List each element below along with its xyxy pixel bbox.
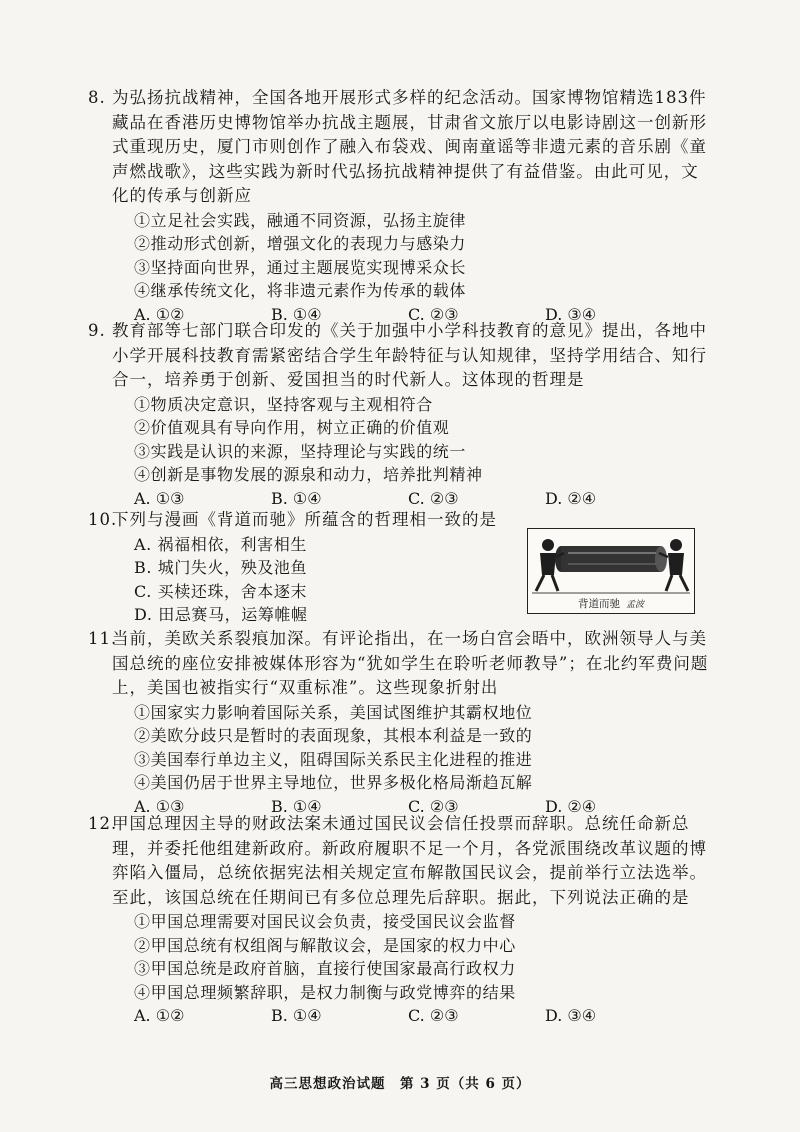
statement-2: ②美欧分歧只是暂时的表面现象，其根本利益是一致的 xyxy=(134,726,533,745)
choice-b: B. ①④ xyxy=(271,1006,322,1025)
choice-c: C. ②③ xyxy=(408,1006,459,1025)
question-number: 10. xyxy=(88,510,118,529)
question-stem xyxy=(88,627,712,701)
stem-text: 下列与漫画《背道而驰》所蕴含的哲理相一致的是 xyxy=(112,510,497,529)
statement-1: ①甲国总理需要对国民议会负责，接受国民议会监督 xyxy=(134,912,516,931)
cartoon-caption xyxy=(528,596,694,611)
choice-c: C. 买椟还珠，舍本逐末 xyxy=(134,581,308,601)
statement-2: ②甲国总统有权组阁与解散议会，是国家的权力中心 xyxy=(134,935,516,955)
statement-1: ①立足社会实践，融通不同资源，弘扬主旋律 xyxy=(134,210,467,230)
question-9 xyxy=(88,319,712,510)
choice-b: B. 城门失火，殃及池鱼 xyxy=(134,558,308,577)
choice-d: D. ②④ xyxy=(545,488,597,508)
statement-3: ③实践是认识的来源，坚持理论与实践的统一 xyxy=(134,441,467,461)
statement-4: ④创新是事物发展的源泉和动力，培养批判精神 xyxy=(134,465,483,484)
statement-1: ①物质决定意识，坚持客观与主观相符合 xyxy=(134,394,433,414)
question-number: 12. xyxy=(88,814,118,833)
question-stem xyxy=(88,319,712,393)
choice-a: A. ①② xyxy=(134,1006,185,1025)
choice-a: A. ①② xyxy=(134,304,185,324)
stem-text: 当前，美欧关系裂痕加深。有评论指出，在一场白宫会晤中，欧洲领导人与美国总统的座位安排被媒体形容为“犹如学生在聆听老师教导”；在北约军费问题上，美国也被指实行“双重标准”。这些现象折射出 xyxy=(112,629,709,697)
question-number: 9. xyxy=(88,321,106,340)
choice-d: D. ②④ xyxy=(545,796,597,816)
question-stem xyxy=(88,812,712,910)
statement-4: ④继承传统文化，将非遗元素作为传承的载体 xyxy=(134,281,467,300)
question-11 xyxy=(88,627,712,818)
choice-d: D. ③④ xyxy=(545,304,597,324)
stem-text: 甲国总理因主导的财政法案未通过国民议会信任投票而辞职。总统任命新总理，并委托他组建新政府。新政府履职不足一个月，各党派围绕改革议题的博弈陷入僵局，总统依据宪法相关规定宣布解散国民议会，提前举行立法选举。至此，该国总统在任期间已有多位总理先后辞职。据此，下列说法正确的是 xyxy=(112,814,707,907)
choice-b: B. ①④ xyxy=(271,488,322,508)
choice-a: A. ①③ xyxy=(134,796,185,816)
statement-4: ④甲国总理频繁辞职，是权力制衡与政党博弈的结果 xyxy=(134,982,516,1002)
question-8 xyxy=(88,86,712,326)
choice-a: A. ①③ xyxy=(134,488,185,508)
question-number: 11. xyxy=(88,629,118,648)
statement-3: ③坚持面向世界，通过主题展览实现博采众长 xyxy=(134,257,467,277)
choice-c: C. ②③ xyxy=(408,488,459,508)
choice-d: D. 田忌赛马，运筹帷幄 xyxy=(134,605,308,624)
answer-choices xyxy=(134,1004,712,1028)
question-stem xyxy=(88,86,712,209)
question-number: 8. xyxy=(88,88,106,107)
cartoon-drawing xyxy=(528,529,694,599)
stem-text: 教育部等七部门联合印发的《关于加强中小学科技教育的意见》提出，各地中小学开展科技教育需紧密结合学生年龄特征与认知规律，坚持学用结合、知行合一，培养勇于创新、爱国担当的时代新人。这体现的哲理是 xyxy=(112,321,707,389)
choice-b: B. ①④ xyxy=(271,796,322,816)
choice-d: D. ③④ xyxy=(545,1006,597,1025)
stem-text: 为弘扬抗战精神，全国各地开展形式多样的纪念活动。国家博物馆精选183件藏品在香港历史博物馆举办抗战主题展，甘肃省文旅厅以电影诗剧这一创新形式重现历史，厦门市则创作了融入布袋戏、闽南童谣等非遗元素的音乐剧《童声燃战歌》，这些实践为新时代弘扬抗战精神提供了有益借鉴。由此可见，文化的传承与创新应 xyxy=(112,88,707,205)
statement-3: ③甲国总统是政府首脑，直接行使国家最高行政权力 xyxy=(134,959,516,978)
choice-a: A. 祸福相依，利害相生 xyxy=(134,534,307,554)
choice-c: C. ②③ xyxy=(408,304,459,324)
choice-c: C. ②③ xyxy=(408,796,459,816)
cartoon-title: 背道而驰 xyxy=(577,598,620,610)
statement-3: ③美国奉行单边主义，阻碍国际关系民主化进程的推进 xyxy=(134,749,533,769)
statement-4: ④美国仍居于世界主导地位，世界多极化格局渐趋瓦解 xyxy=(134,773,533,792)
cartoon-author: 孟波 xyxy=(625,600,644,610)
question-12 xyxy=(88,812,712,1028)
statement-2: ②价值观具有导向作用，树立正确的价值观 xyxy=(134,418,450,437)
page-footer: 高三思想政治试题 第 3 页（共 6 页） xyxy=(269,1076,531,1092)
choice-b: B. ①④ xyxy=(271,304,322,324)
cartoon-illustration xyxy=(527,528,695,614)
statement-1: ①国家实力影响着国际关系，美国试图维护其霸权地位 xyxy=(134,702,533,722)
statement-2: ②推动形式创新，增强文化的表现力与感染力 xyxy=(134,234,467,253)
answer-choices xyxy=(134,487,712,511)
